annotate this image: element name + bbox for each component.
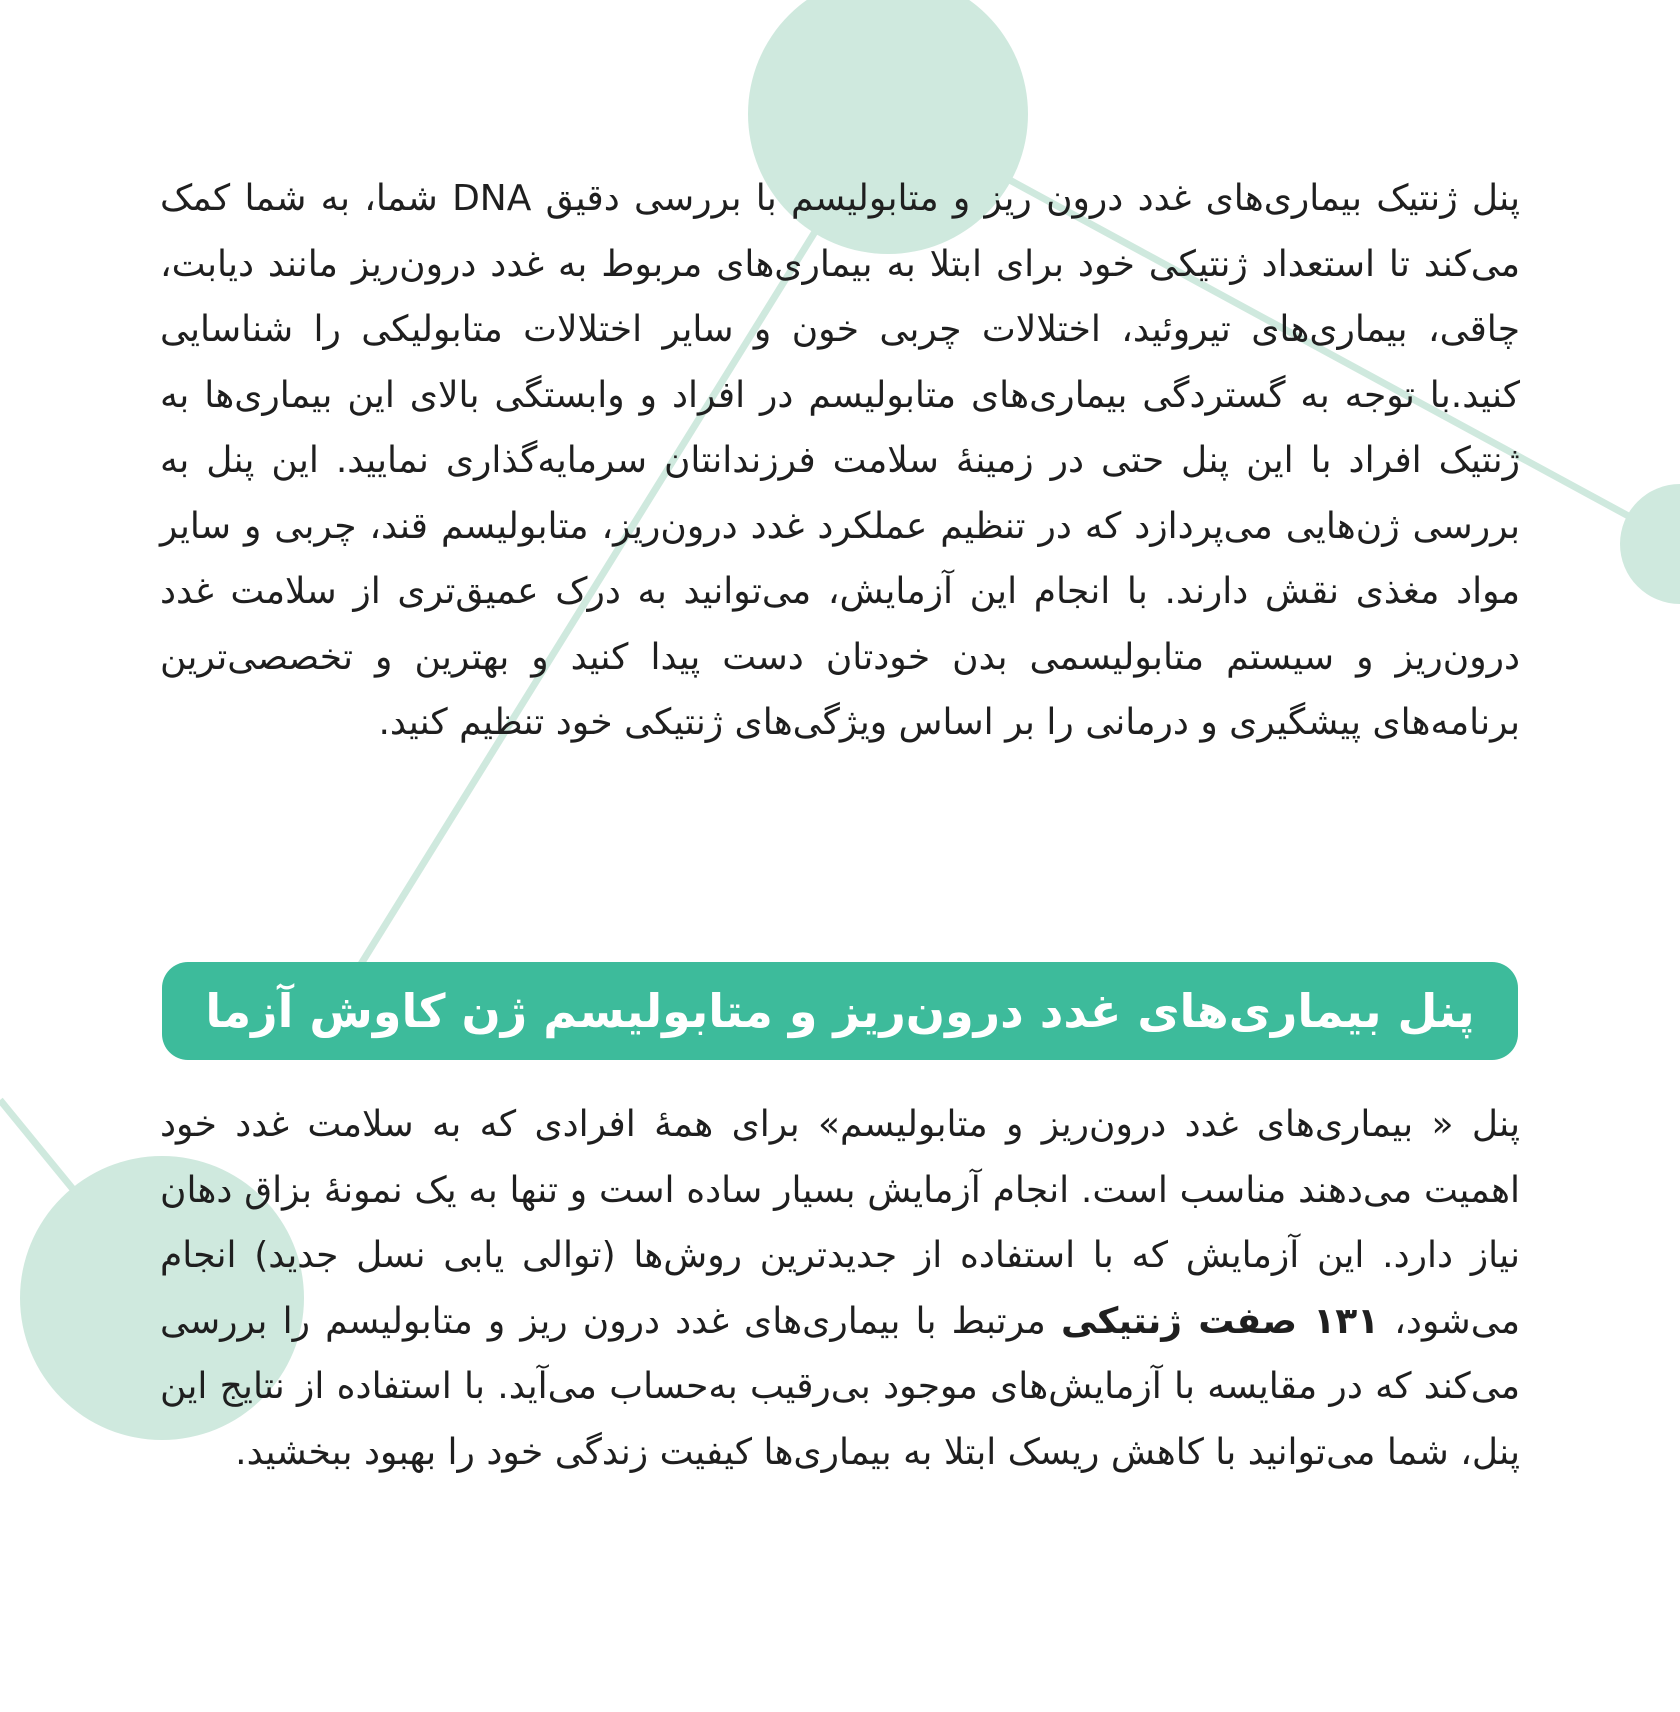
- decorative-circle: [1620, 484, 1680, 604]
- details-text-after: مرتبط با بیماری‌های غدد درون ریز و متابولیسم را بررسی می‌کند که در مقایسه با آزمایش‌های موجود بی‌رقیب به‌حساب می‌آید. با استفاده از نتایج این پنل، شما می‌توانید با کاهش ریسک ابتلا به بیماری‌ها کیفیت زندگی خود را بهبود ببخشید.: [160, 1300, 1520, 1473]
- intro-section: [160, 166, 1520, 756]
- details-section: [160, 1092, 1520, 1485]
- details-text-before: پنل « بیماری‌های غدد درون‌ریز و متابولیسم» برای همهٔ افرادی که به سلامت غدد خود اهمیت می‌دهند مناسب است. انجام آزمایش بسیار ساده است و تنها به یک نمونهٔ بزاق دهان نیاز دارد. این آزمایش که با استفاده از جدیدترین روش‌ها (توالی یابی نسل جدید) انجام می‌شود،: [160, 1104, 1520, 1342]
- details-paragraph: [160, 1092, 1520, 1485]
- trait-count-highlight: ۱۳۱ صفت ژنتیکی: [1060, 1300, 1380, 1342]
- section-heading-banner: [162, 962, 1518, 1060]
- section-title: پنل بیماری‌های غدد درون‌ریز و متابولیسم ژن کاوش آزما: [205, 984, 1475, 1038]
- intro-paragraph: پنل ژنتیک بیماری‌های غدد درون ریز و متابولیسم با بررسی دقیق DNA شما، به شما کمک می‌کند تا استعداد ژنتیکی خود برای ابتلا به بیماری‌های مربوط به غدد درون‌ریز مانند دیابت، چاقی، بیماری‌های تیروئید، اختلالات چربی خون و سایر اختلالات متابولیکی را شناسایی کنید.با توجه به گستردگی بیماری‌های متابولیسم در افراد و وابستگی بالای این بیماری‌ها به ژنتیک افراد با این پنل حتی در زمینهٔ سلامت فرزندانتان سرمایه‌گذاری نمایید. این پنل به بررسی ژن‌هایی می‌پردازد که در تنظیم عملکرد غدد درون‌ریز، متابولیسم قند، چربی و سایر مواد مغذی نقش دارند. با انجام این آزمایش، می‌توانید به درک عمیق‌تری از سلامت غدد درون‌ریز و سیستم متابولیسمی بدن خودتان دست پیدا کنید و بهترین و تخصصی‌ترین برنامه‌های پیشگیری و درمانی را بر اساس ویژگی‌های ژنتیکی خود تنظیم کنید.: [160, 178, 1520, 743]
